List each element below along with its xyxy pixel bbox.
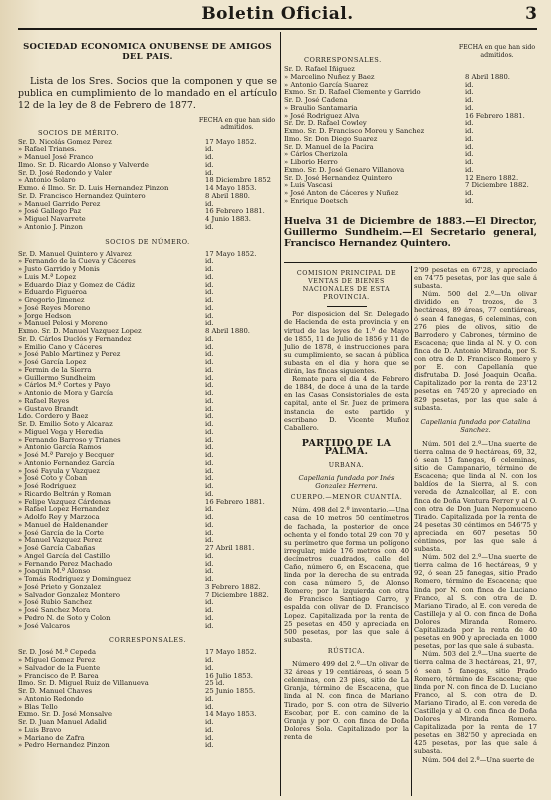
numero-heading: SOCIOS DE NÚMERO.: [105, 237, 190, 246]
merito-list: [18, 139, 277, 232]
admission-date: id.: [465, 134, 474, 143]
short-rule: [327, 306, 367, 307]
admission-date: id.: [205, 606, 214, 615]
intro-paragraph: [18, 76, 277, 113]
admission-date: id.: [205, 694, 214, 703]
admission-date: id.: [465, 189, 474, 197]
member-name: » Fermin de la Sierra: [18, 365, 92, 374]
member-name: » Angel García del Castillo: [18, 551, 111, 560]
member-name: » José Fayula y Vazquez: [18, 466, 100, 475]
admission-date: id.: [205, 427, 214, 436]
member-name: Sr. D. Rafael Iñiguez: [284, 65, 355, 73]
society-heading: SOCIEDAD ECONOMICA ONUBENSE DE AMIGOS DEL PAIS.: [23, 42, 272, 62]
member-name: Exmo. Sr. D. Manuel Vazquez Lopez: [18, 327, 142, 336]
member-name: » José García Lopez: [18, 358, 87, 367]
member-name: » José Reyes Moreno: [18, 303, 91, 312]
admission-date: id.: [205, 702, 214, 711]
admission-date: id.: [205, 272, 214, 281]
admission-date: id.: [205, 489, 214, 498]
member-name: » José Sanchez Mora: [18, 606, 91, 615]
member-name: Sr. D. Juan Manuel Adalid: [18, 718, 107, 727]
admission-date: 7 Diciembre 1882.: [465, 181, 529, 190]
corresponsales-list: [18, 649, 277, 750]
member-name: » Justo Garrido y Monis: [18, 265, 100, 274]
capellania-heading: Capellania fundada por Inés Gonzalez Herrera.: [298, 474, 395, 491]
admission-date: id.: [205, 350, 214, 359]
member-name: » José García Cabañas: [18, 544, 96, 553]
member-name: » Francisco de P. Barea: [18, 671, 99, 680]
member-name: » Antonio García Ramos: [18, 443, 102, 452]
member-name: Ilmo. Sr. D. Miguel Ruiz de Villanueva: [18, 679, 149, 688]
admission-date: id.: [205, 613, 214, 622]
admission-date: id.: [205, 334, 214, 343]
member-name: » Manuel José Franco: [18, 153, 94, 162]
partido-heading: PARTIDO DE LA PALMA.: [301, 437, 392, 457]
member-name: » José Rodriguez: [18, 482, 77, 491]
section-rule: [284, 262, 537, 263]
member-name: » Antonio J. Pinzon: [18, 222, 83, 231]
admission-date: id.: [205, 663, 214, 672]
member-name: » Manuel Garrido Perez: [18, 199, 101, 208]
member-name: Exmo. Sr. D. Francisco Moreu y Sanchez: [284, 127, 425, 135]
member-name: » Fernando de la Cueva y Cáceres: [18, 257, 136, 266]
merito-heading: SOCIOS DE MÉRITO.: [38, 128, 119, 137]
member-name: » Pedro Hernandez Pinzon: [18, 741, 110, 750]
member-name: » José Coto y Coban: [18, 474, 88, 483]
admission-date: id.: [205, 458, 214, 467]
admission-date: id.: [205, 280, 214, 289]
admission-date: id.: [205, 296, 214, 305]
admission-date: id.: [465, 119, 474, 128]
closing-signature: Huelva 31 de Diciembre de 1883.—El Director, Guillermo Sundheim.—El Secretario general, Francisco Hernandez Quintero.: [284, 215, 537, 250]
member-name: » Miguel Gomez Perez: [18, 656, 96, 665]
member-name: » Adolfo Rey y Marzoca: [18, 513, 100, 522]
member-name: » Marcelino Nuñez y Baez: [284, 72, 375, 81]
admission-date: id.: [205, 373, 214, 382]
admission-date: id.: [465, 80, 474, 89]
right-corresponsales-list: [284, 66, 537, 206]
member-name: » José Prieto y Gonzalez: [18, 582, 102, 591]
member-name: Exmo. é Ilmo. Sr. D. Luis Hernandez Pinzon: [18, 184, 169, 193]
admission-date: 17 Mayo 1852.: [205, 137, 257, 146]
admission-date: id.: [205, 145, 214, 154]
member-name: » Jorge Hedson: [18, 311, 72, 320]
member-name: » Braulio Santamaria: [284, 103, 358, 112]
member-name: » Rafael Lopez Hernandez: [18, 505, 110, 514]
column-divider-lower: [411, 266, 412, 796]
admission-date: 27 Abril 1881.: [205, 544, 255, 553]
admission-date: 17 Mayo 1852.: [205, 249, 257, 258]
member-name: » Gregorio Jimenez: [18, 296, 85, 305]
admission-date: id.: [465, 165, 474, 174]
admission-date: id.: [205, 528, 214, 537]
admission-date: 16 Febrero 1881.: [205, 207, 265, 216]
admission-date: id.: [205, 342, 214, 351]
member-name: » Cárlos Cherizola: [284, 150, 348, 159]
sales-column: [284, 266, 409, 741]
member-name: » José Pablo Martinez y Perez: [18, 350, 121, 359]
admission-date: id.: [205, 536, 214, 545]
admission-date: id.: [205, 513, 214, 522]
member-name: » Antonio Redondo: [18, 694, 84, 703]
member-name: » Cárlos M.ª Cortes y Payo: [18, 381, 111, 390]
admission-date: id.: [205, 265, 214, 274]
admission-date: id.: [205, 153, 214, 162]
lot-501: Núm. 501 del 2.º—Una suerte de tierra calma de 9 hectáreas, 69, 32, ó sean 15 fanegas, 6 celeminas, sitio de Campanario, término de Escacena; que linda al N. con los baldíos de la Sierra, al S. con vereda de Aznalcollar, al E. con finca de Doña Ventura Ferrer y al O. con otra de Don Juan Nepomuceno Tirado. Capitalizada por la renta de 24 pesetas 30 céntimos en 546'75 y apreciada en 607 pesetas 50 céntimos, por las que sale á subasta.: [414, 439, 537, 554]
member-name: Sr. D. José M.ª Cepeda: [18, 648, 97, 657]
member-name: Sr. D. Manuel Quintero y Alvarez: [18, 249, 132, 258]
member-name: Sr. Dr. D. Rafael Cowley: [284, 119, 367, 128]
member-name: » Manuel Pelosi y Moreno: [18, 319, 108, 328]
lot-503: Núm. 503 del 2.º—Una suerte de tierra calma de 3 hectáreas, 21, 97, ó sean 5 fanegas, sitio Prado Romero, término de Escacena; que linda por N. con finca de D. Luciano Franco, al S. con otra de D. Mariano Tirado, al E. con vereda de Castilleja y al O. con finca de Doña Dolores Miranda Romero. Capitalizada por la renta de 17 pesetas en 382'50 y apreciada en 425 pesetas, por las que sale á subasta.: [414, 650, 537, 756]
left-column: [18, 42, 277, 750]
admission-date: id.: [205, 412, 214, 421]
admission-date: id.: [465, 150, 474, 159]
right-corresp-heading: CORRESPONSALES.: [304, 56, 382, 64]
column-divider: [280, 32, 281, 796]
member-name: » José Valcaros: [18, 621, 71, 630]
member-name: » Fernando Barroso y Trianes: [18, 435, 121, 444]
member-name: » Salvador de la Fuente: [18, 663, 101, 672]
admission-date: id.: [205, 575, 214, 584]
admission-date: 12 Enero 1882.: [465, 173, 519, 182]
member-name: » Rafael Trianes.: [18, 145, 77, 154]
member-name: » Fernando Perez Machado: [18, 559, 113, 568]
capellania-heading-2: Capellania fundada por Catalina Sanchez.: [420, 417, 531, 434]
member-name: » Emilio Cano y Cáceres: [18, 342, 103, 351]
admission-date: 7 Diciembre 1882.: [205, 590, 269, 599]
member-name: » Antonio Solaro: [18, 176, 76, 185]
numero-list: [18, 251, 277, 631]
admission-date: id.: [205, 168, 214, 177]
member-name: » José Rubio Sanchez: [18, 598, 92, 607]
admission-date: id.: [205, 257, 214, 266]
admission-date: id.: [205, 420, 214, 429]
member-name: » Luis Bravo: [18, 725, 62, 734]
member-name: » José Rodriguez Alva: [284, 111, 360, 120]
admission-date: id.: [205, 718, 214, 727]
member-name: » José Anton de Cáceres y Nuñez: [284, 189, 399, 197]
admission-date: id.: [205, 567, 214, 576]
commission-title: COMISION PRINCIPAL DE VENTAS DE BIENES NACIONALES DE ESTA PROVINCIA.: [296, 270, 397, 302]
member-name: » Blas Tello: [18, 702, 58, 711]
admission-date: id.: [205, 404, 214, 413]
admission-date: 17 Mayo 1852.: [205, 648, 257, 657]
member-name: » Miguel Vega y Heredia: [18, 427, 104, 436]
member-name: » Mariano de Zafra: [18, 733, 85, 742]
admission-date: id.: [205, 311, 214, 320]
member-name: » José García de la Corte: [18, 528, 104, 537]
member-name: » Tomás Rodriguez y Dominguez: [18, 575, 131, 584]
admission-date: 16 Julio 1853.: [205, 671, 253, 680]
admission-date: id.: [205, 466, 214, 475]
member-name: Sr. D. José Cadena: [284, 96, 348, 104]
admission-date: id.: [465, 196, 474, 205]
admission-date: 8 Abril 1880.: [205, 327, 250, 336]
admission-date: id.: [205, 598, 214, 607]
member-name: » Gustavo Brandt: [18, 404, 79, 413]
member-name: » Rafael Reyes: [18, 396, 70, 405]
member-row: [18, 623, 277, 631]
member-name: » Manuel Vazquez Perez: [18, 536, 102, 545]
lot-499: Número 499 del 2.º—Un olivar de 32 áreas y 19 centiáreas, ó sean 5 celeminas, con 23 pies, sitio de La Granja, término de Escacena, que linda al N. con finca de Mariano Tirado, por S. con otra de Silverio Escobar, por E. con camino de la Granja y por O. con finca de Doña Dolores Sola. Capitalizado por la renta de: [284, 660, 409, 741]
admission-date: id.: [205, 435, 214, 444]
member-name: Sr. D. Manuel de la Pacira: [284, 142, 374, 151]
member-row: [18, 224, 277, 232]
member-name: Exmo. Sr. D. José Genaro Villanova: [284, 165, 405, 174]
member-name: Sr. D. Manuel Chaves: [18, 687, 93, 696]
admission-date: 25 Junio 1855.: [205, 687, 256, 696]
member-name: Ilmo. Sr. Don Diego Suarez: [284, 134, 378, 143]
admission-date: id.: [205, 358, 214, 367]
member-name: Exmo. Sr. D. José Monsalve: [18, 710, 113, 719]
admission-date: 3 Febrero 1882.: [205, 582, 261, 591]
admission-date: id.: [205, 551, 214, 560]
admission-date: id.: [205, 303, 214, 312]
member-name: Sr. D. José Redondo y Valer: [18, 168, 112, 177]
member-name: » Eduardo Diaz y Gomez de Cádiz: [18, 280, 135, 289]
admission-date: id.: [205, 288, 214, 297]
sales-para-2: Remate para el dia 4 de Febrero de 1884, de doce á una de la tarde en las Casas Consistoriales de esta capital, ante el Sr. Juez de primera instancia de este partido y escribano D. Vicente Muñoz Caballero.: [284, 375, 409, 432]
member-name: » Antonio García Suarez: [284, 80, 369, 89]
admission-date: id.: [205, 381, 214, 390]
admission-date: id.: [205, 505, 214, 514]
member-name: Sr. D. Nicolás Gomez Perez: [18, 137, 112, 146]
member-name: » Enrique Doetsch: [284, 196, 348, 205]
member-name: » Luis Vascasi: [284, 181, 333, 190]
rustica-heading: RÚSTICA.: [327, 647, 366, 655]
member-name: » José M.ª Parejo y Becquer: [18, 451, 115, 460]
member-name: Sr. D. Cárlos Duclós y Fernandez: [18, 334, 132, 343]
member-name: » Eduardo Figueroa: [18, 288, 87, 297]
admission-date: 18 Diciembre 1852: [205, 176, 271, 185]
admission-date: 16 Febrero 1881.: [465, 111, 525, 120]
admission-date: id.: [465, 96, 474, 104]
member-name: » Liborio Herro: [284, 158, 338, 166]
lot-498: Núm. 498 del 2.º inventario.—Una casa de 10 metros 50 centímetros de fachada, la posterior de once ochenta y el fondo total 29 con 70 y su perímetro que forma un polígono irregular, mide 176 metros con 40 decímetros cuadrados, calle del Caño, número 6, en Escacena, que linda por la derecha de su entrada con casa número 5, de Alonso Romero; por la izquierda con otra de Francisco Santiago Carro, y espalda con olivar de D. Francisco Lopez. Capitalizada por la renta de 25 pesetas en 450 y apreciada en 500 pesetas, por las que sale á subasta.: [284, 506, 409, 644]
right-fecha-heading: FECHA en que han sido admitidos.: [458, 44, 536, 59]
admission-date: id.: [465, 142, 474, 151]
corresponsales-heading: CORRESPONSALES.: [108, 636, 186, 645]
admission-date: id.: [205, 741, 214, 750]
member-name: Sr. D. Emilio Soto y Alcaraz: [18, 420, 113, 429]
admission-date: 4 Junio 1883.: [205, 215, 251, 224]
admission-date: 14 Mayo 1853.: [205, 184, 257, 193]
member-name: Ilmo. Sr. D. Ricardo Alonso y Valverde: [18, 160, 149, 169]
admission-date: id.: [465, 127, 474, 135]
admission-date: id.: [465, 158, 474, 166]
admission-date: id.: [205, 389, 214, 398]
member-name: » Felipe Vazquez Cárdenas: [18, 497, 111, 506]
admission-date: 8 Abril 1880.: [205, 191, 250, 200]
member-name: » Manuel de Haldenander: [18, 520, 108, 529]
member-name: » José Gallego Paz: [18, 207, 82, 216]
fecha-heading: FECHA en que han sido admitidos.: [198, 116, 276, 132]
admission-date: id.: [465, 88, 474, 97]
admission-date: id.: [205, 396, 214, 405]
admission-date: id.: [205, 725, 214, 734]
page-title: Boletin Oficial.: [201, 4, 354, 24]
admission-date: id.: [205, 621, 214, 630]
member-row: [18, 742, 277, 750]
admission-date: 16 Febrero 1881.: [205, 497, 265, 506]
admission-date: 8 Abril 1880.: [465, 72, 510, 81]
member-name: » Antonio de Mora y García: [18, 389, 114, 398]
admission-date: id.: [205, 365, 214, 374]
page-number: 3: [525, 4, 537, 24]
member-name: Sr. D. José Hernandez Quintero: [284, 173, 393, 182]
member-name: Exmo. Sr. D. Rafael Clemente y Garrido: [284, 88, 421, 97]
right-column: [284, 40, 537, 250]
member-name: » Antonio Fernandez García: [18, 458, 115, 467]
lots-column: [414, 266, 537, 764]
admission-date: id.: [205, 443, 214, 452]
right-corresp-header: [284, 44, 537, 66]
member-name: » Miguel Navarrete: [18, 215, 86, 224]
admission-date: id.: [205, 482, 214, 491]
admission-date: id.: [205, 520, 214, 529]
lot-500: Núm. 500 del 2.º—Un olivar dividido en 7 trozos, de 3 hectáreas, 89 áreas, 77 centiáreas, ó sean 4 fanegas, 6 celeminas, con 276 pies de olivos, sitio de Barrodero y Cabrones, término de Escacena; que linda al N. y O. con finca de D. Antonio Miranda, por S. con otra de D. Francisco Romero y por E. con Capellanía que disfrutaba D. José Joaquin Ocaña. Capitalizado por la renta de 23'12 pesetas en 745'20 y apreciado en 829 pesetas, por las que sale á subasta.: [414, 290, 537, 412]
admission-date: 25 id.: [205, 679, 225, 688]
member-name: » Luis M.ª Lopez: [18, 272, 77, 281]
admission-date: id.: [205, 222, 214, 231]
lot-504: Núm. 504 del 2.º—Una suerte de: [422, 755, 535, 764]
admission-date: id.: [205, 160, 214, 169]
member-name: » Salvador Gonzalez Montero: [18, 590, 120, 599]
urbana-heading: URBANA.: [328, 461, 365, 469]
member-name: » Pedro N. de Soto y Colon: [18, 613, 111, 622]
admission-date: id.: [205, 474, 214, 483]
intro-text: Lista de los Sres. Socios que la componen y que se publica en cumplimiento de lo mandado en el artículo 12 de la ley de 8 de Febrero de 1877.: [18, 76, 277, 112]
admission-date: id.: [465, 103, 474, 112]
merito-header: [18, 117, 277, 139]
admission-date: 14 Mayo 1853.: [205, 710, 257, 719]
sales-para-1: Por disposicion del Sr. Delegado de Hacienda de esta provincia y en virtud de las leyes de 1.º de Mayo de 1855, 11 de Julio de 1856 y 11 de Julio de 1878, é instrucciones para su cumplimiento, se sacan á pública subasta en el dia y hora que se dirán, las fincas siguientes.: [284, 310, 409, 376]
member-name: » Joaquin M.ª Alonso: [18, 567, 91, 576]
admission-date: id.: [205, 451, 214, 460]
member-name: Sr. D. Francisco Hernandez Quintero: [18, 191, 146, 200]
admission-date: id.: [205, 319, 214, 328]
member-name: » Ricardo Beltrán y Roman: [18, 489, 112, 498]
admission-date: id.: [205, 733, 214, 742]
lot-502: Núm. 502 del 2.º—Una suerte de tierra calma de 16 hectáreas, 9 y 92, ó sean 25 fanegas, sitio Prado Romero, término de Escacena; que linda por N. con finca de Luciano Franco, al S. con otra de D. Mariano Tirado, al E. con vereda de Castilleja y al O. con finca de Doña Dolores Miranda Romero. Capitalizada por la renta de 40 pesetas en 900 y apreciada en 1000 pesetas, por las que sale á subasta.: [414, 553, 537, 651]
admission-date: id.: [205, 199, 214, 208]
admission-date: id.: [205, 559, 214, 568]
member-name: » Guillermo Sundheim: [18, 373, 96, 382]
masthead-rule: [18, 28, 537, 30]
lot-499-cont: 2'99 pesetas en 67'28, y apreciado en 74'75 pesetas, por las que sale á subasta.: [414, 266, 537, 291]
cuerpo-heading: CUERPO.—MENOR CUANTÍA.: [290, 494, 403, 502]
member-row: [284, 198, 537, 206]
masthead: [18, 4, 537, 26]
member-name: Ldo. Cordero y Baez: [18, 412, 89, 421]
admission-date: id.: [205, 656, 214, 665]
